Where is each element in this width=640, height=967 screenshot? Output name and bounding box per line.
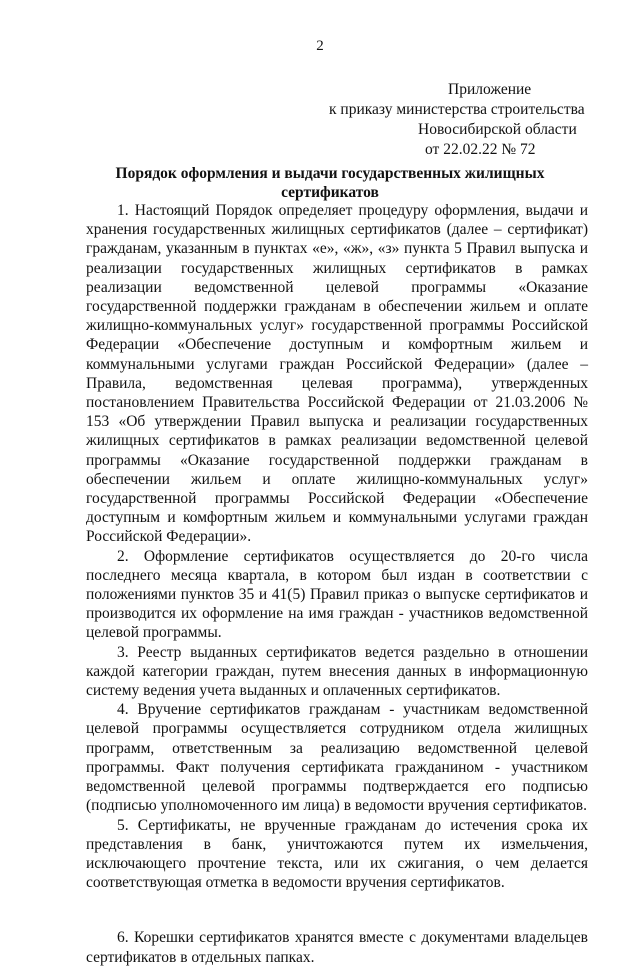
appendix-region: Новосибирской области [418, 121, 577, 138]
paragraph-4: 4. Вручение сертификатов гражданам - участникам ведомственной целевой программы осуществляется сотрудником отдела жилищных программ, ответственным за реализацию ведомственной целевой программы. Факт получения сертификата гражданином - участником ведомственной целевой программы подтверждается его подписью (подписью уполномоченного им лица) в ведомости вручения сертификатов. [86, 701, 588, 815]
paragraph-2: 2. Оформление сертификатов осуществляется до 20-го числа последнего месяца квартала, в котором был издан в соответствии с положениями пунктов 35 и 41(5) Правил приказ о выпуске сертификатов и производится их оформление на имя граждан - участников ведомственной целевой программы. [86, 547, 588, 642]
appendix-date-number: от 22.02.22 № 72 [425, 141, 536, 158]
appendix-order-reference: к приказу министерства строительства [329, 101, 585, 118]
document-title: Порядок оформления и выдачи государственных жилищных сертификатов [115, 165, 545, 201]
paragraph-6: 6. Корешки сертификатов хранятся вместе с документами владельцев сертификатов в отдельных папках. [86, 929, 588, 966]
paragraph-5: 5. Сертификаты, не врученные гражданам до истечения срока их представления в банк, уничтожаются путем их измельчения, исключающего прочтение текста, или их сжигания, о чем делается соответствующая отметка в ведомости вручения сертификатов. [86, 816, 588, 892]
appendix-heading: Приложение [448, 81, 532, 98]
paragraph-3: 3. Реестр выданных сертификатов ведется раздельно в отношении каждой категории граждан, путем внесения данных в информационную систему ведения учета выданных и оплаченных сертификатов. [86, 643, 588, 700]
document-body [86, 201, 588, 967]
page-number: 2 [316, 38, 324, 54]
paragraph-1: 1. Настоящий Порядок определяет процедуру оформления, выдачи и хранения государственных жилищных сертификатов (далее – сертификат) гражданам, указанным в пунктах «е», «ж», «з» пункта 5 Правил выпуска и реализации государственных жилищных сертификатов в рамках реализации ведомственной целевой программы «Оказание государственной поддержки гражданам в обеспечении жильем и оплате жилищно-коммунальных услуг» государственной программы Российской Федерации «Обеспечение доступным и комфортным жильем и коммунальными услугами граждан Российской Федерации» (далее – Правила, ведомственная целевая программа), утвержденных постановлением Правительства Российской Федерации от 21.03.2006 № 153 «Об утверждении Правил выпуска и реализации государственных жилищных сертификатов в рамках реализации ведомственной целевой программы «Оказание государственной поддержки гражданам в обеспечении жильем и оплате жилищно-коммунальных услуг» государственной программы Российской Федерации «Обеспечение доступным и комфортным жильем и коммунальными услугами граждан Российской Федерации». [86, 202, 588, 546]
